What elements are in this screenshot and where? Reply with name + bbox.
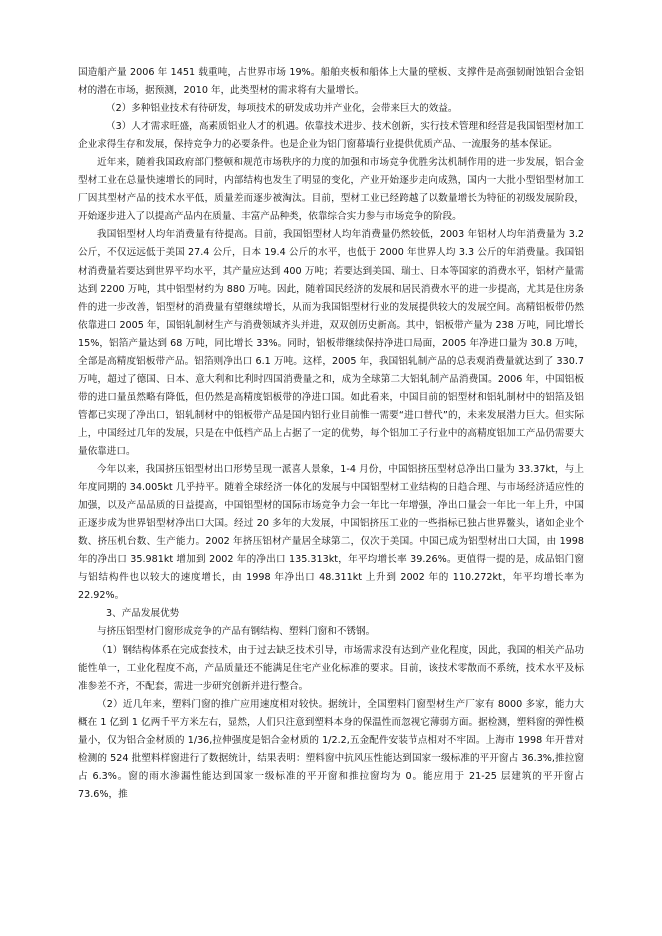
document-page: [78, 64, 584, 924]
paragraph-tech-development: （2）多种铝业技术有待研发，每项技术的研发成功并产业化，会带来巨大的效益。: [106, 103, 458, 115]
paragraph-plastic-windows: （2）近几年来，塑料门窗的推广应用速度相对较快。据统计，全国塑料门窗型材生产厂家有 8000 多家，能力大概在 1 亿到 1 亿两千平方米左右，显然，人们只注意到塑料本身的保温性而忽视它薄弱方面。据检测，塑料窗的弹性模量小，仅为铝合金材质的 1/36,拉伸强度是铝合金材质的 1/2.2,五金配件安装节点相对不牢固。上海市 1998 年开普对检测的 524 批塑料样窗进行了数据统计，结果表明：塑料窗中抗风压性能达到国家一级标准的平开窗占 36.3%,推拉窗占 6.3%。窗的雨水渗漏性能达到国家一级标准的平开窗和推拉窗均为 0。能应用于 21-25 层建筑的平开窗占 73.6%，推: [78, 698, 584, 800]
paragraph-shipbuilding-market: 国造船产量 2006 年 1451 载重吨，占世界市场 19%。船舶夹板和船体上大量的壁板、支撑件是高强韧耐蚀铝合金铝材的潜在市场，据预测，2010 年，此类型材的需求将有大量增长。: [78, 67, 584, 97]
paragraph-talent-demand: （3）人才需求旺盛，高素质铝业人才的机遇。依靠技术进步、技术创新，实行技术管理和经营是我国铝型材加工企业求得生存和发展，保持竞争力的必要条件。也是企业为铝门窗幕墙行业提供优质产品、一流服务的基本保证。: [78, 121, 584, 151]
paragraph-competing-products: 与挤压铝型材门窗形成竞争的产品有钢结构、塑料门窗和不锈钢。: [97, 626, 376, 638]
paragraph-per-capita-consumption: 我国铝型材人均年消费量有待提高。目前，我国铝型材人均年消费量仍然较低，2003 年铝材人均年消费量为 3.2 公斤，不仅远远低于美国 27.4 公斤，日本 19.4 公斤的水平，也低于 2000 年世界人均 3.3 公斤的年消费量。我国铝材消费量若要达到世界平均水平，其产量应达到 400 万吨；若要达到美国、瑞士、日本等国家的消费水平，铝材产量需达到 2200 万吨，其中铝型材约为 880 万吨。因此，随着国民经济的发展和居民消费水平的进一步提高，尤其是住房条件的进一步改善，铝型材的消费量有望继续增长，从而为我国铝型材行业的发展提供较大的发展空间。高精铝板带仍然依靠进口 2005 年，国铝轧制材生产与消费领域齐头并进，双双创历史新高。其中，铝板带产量为 238 万吨，同比增长 15%，铝箔产量达到 68 万吨，同比增长 33%。同时，铝板带继续保持净进口局面，2005 年净进口量为 30.8 万吨，全部是高精度铝板带产品。铝箔则净出口 6.1 万吨。这样，2005 年，我国铝轧制产品的总表观消费量就达到了 330.7 万吨，超过了德国、日本、意大利和比利时四国消费量之和，成为全球第二大铝轧制产品消费国。2006 年，中国铝板带的进口量虽然略有降低，但仍然是高精度铝板带的净进口国。如此看来，中国目前的铝型材和铝轧制材中的铝箔及铝管都已实现了净出口，铝轧制材中的铝板带产品是国内铝行业目前惟一需要“进口替代”的，未来发展潜力巨大。但实际上，中国经过几年的发展，只是在中低档产品上占据了一定的优势，每个铝加工子行业中的高精度铝加工产品仍需要大量依靠进口。: [78, 229, 584, 457]
section-heading-product-advantage: 3、产品发展优势: [106, 608, 180, 620]
paragraph-steel-structure: （1）钢结构体系在完成套技术，由于过去缺乏技术引导，市场需求没有达到产业化程度，因此，我国的相关产品功能性单一，工业化程度不高，产品质量还不能满足住宅产业化标准的要求。目前，该技术零散而不系统，技术水平及标准参差不齐，不配套，需进一步研究创新并进行整合。: [78, 644, 584, 692]
paragraph-industry-maturity: 近年来，随着我国政府部门整顿和规范市场秩序的力度的加强和市场竞争优胜劣汰机制作用的进一步发展，铝合金型材工业在总量快速增长的同时，内部结构也发生了明显的变化，产业开始逐步走向成熟，国内一大批小型铝型材加工厂因其型材产品的技术水平低，质量差而逐步被淘汰。目前，型材工业已经跨越了以数量增长为特征的初级发展阶段，开始逐步进入了以提高产品内在质量、丰富产品种类，依靠综合实力参与市场竞争的阶段。: [78, 157, 584, 223]
paragraph-export-situation: 今年以来，我国挤压铝型材出口形势呈现一派喜人景象，1-4 月份，中国铝挤压型材总净出口量为 33.37kt，与上年度同期的 34.005kt 几乎持平。随着全球经济一体化的发展与中国铝型材工业结构的日趋合理、与市场经济适应性的加强，以及产品品质的日益提高，中国铝型材的国际市场竞争力会一年比一年增强，净出口量会一年比一年上升，中国正逐步成为世界铝型材净出口大国。经过 20 多年的大发展，中国铝挤压工业的一些指标已独占世界鳌头，诸如企业个数、挤压机台数、生产能力。2002 年挤压铝材产量居全球第二，仅次于美国。中国已成为铝型材出口大国，由 1998 年的净出口 35.981kt 增加到 2002 年的净出口 135.313kt，年平均增长率 39.26%。更值得一提的是，成品铝门窗与铝结构件也以较大的速度增长，由 1998 年净出口 48.311kt 上升到 2002 年的 110.272kt，年平均增长率为 22.92%。: [78, 464, 584, 602]
